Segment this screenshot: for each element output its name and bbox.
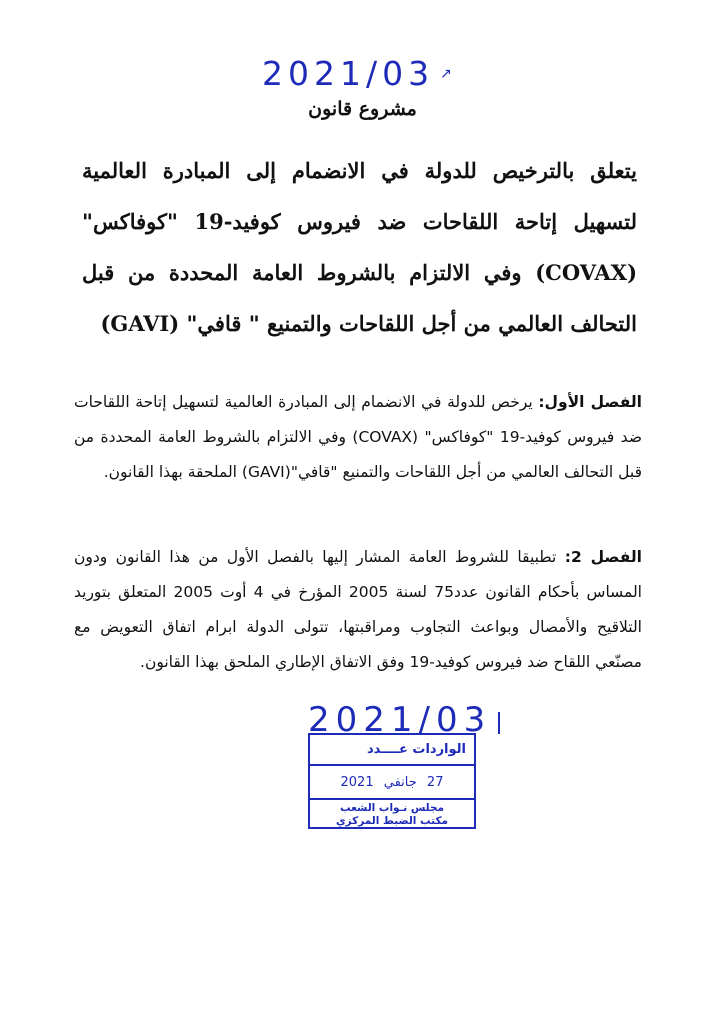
- article-2: [74, 540, 642, 680]
- reference-arrow-icon: ↗: [440, 66, 452, 82]
- stamp-office-line-2: مكتب الضبط المركزي: [335, 815, 449, 827]
- stamp-number: 2021/03: [308, 700, 492, 740]
- stamp-month: جانفي: [383, 775, 417, 790]
- article-1-text: يرخص للدولة في الانضمام إلى المبادرة العالمية لتسهيل إتاحة اللقاحات ضد فيروس كوفيد-19 "كوفاكس" (COVAX) وفي الالتزام بالشروط العامة المحددة من قبل التحالف العالمي من أجل اللقاحات والتمنيع "قافي"(GAVI) الملحقة بهذا القانون.: [74, 393, 642, 481]
- stamp-office-line-1: مجلس نـواب الشعب: [339, 802, 445, 814]
- document-title: يتعلق بالترخيص للدولة في الانضمام إلى المبادرة العالمية لتسهيل إتاحة اللقاحات ضد فيروس كوفيد-19 "كوفاكس" (COVAX) وفي الالتزام بالشروط العامة المحددة من قبل التحالف العالمي من أجل اللقاحات والتمنيع " قافي" (GAVI): [82, 158, 638, 336]
- stamp-day: 27: [426, 775, 444, 790]
- article-1-label: الفصل الأول:: [538, 393, 642, 411]
- article-2-text: تطبيقا للشروط العامة المشار إليها بالفصل الأول من هذا القانون ودون المساس بأحكام القانون عدد75 لسنة 2005 المؤرخ في 4 أوت 2005 المتعلق بتوريد التلاقيح والأمصال وبواعث التجاوب ومراقبتها، تتولى الدولة ابرام اتفاق التعويض مع مصنّعي اللقاح ضد فيروس كوفيد-19 وفق الاتفاق الإطاري الملحق بهذا القانون.: [74, 548, 642, 671]
- stamp-office: [310, 800, 474, 829]
- article-2-label: الفصل 2:: [564, 548, 642, 566]
- stamp-year: 2021: [340, 775, 374, 790]
- document-kind: مشروع قانون: [308, 98, 417, 120]
- stamp-tick-mark: [498, 712, 500, 734]
- article-1: [74, 385, 642, 490]
- registry-stamp: [308, 733, 476, 829]
- reference-number: 2021/03: [262, 54, 435, 93]
- stamp-incoming-label: الواردات عــــدد: [310, 735, 474, 766]
- stamp-date: [310, 766, 474, 800]
